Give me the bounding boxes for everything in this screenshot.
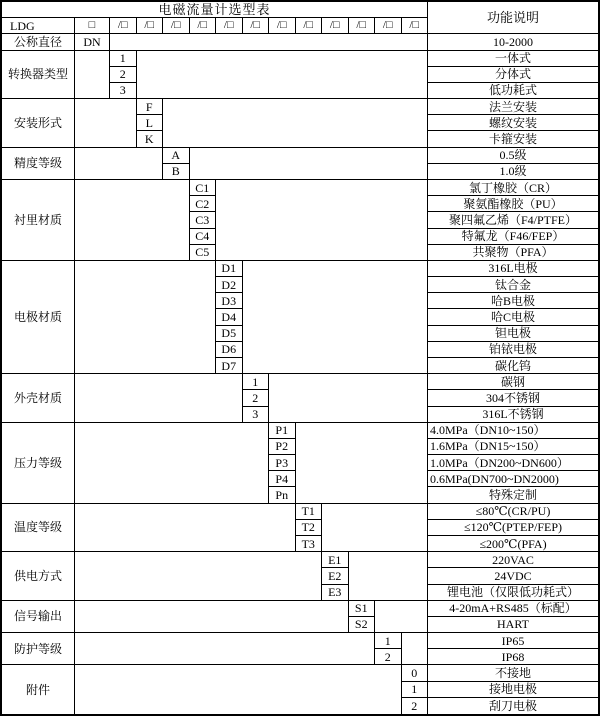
desc-cell-2-1	[428, 164, 598, 180]
desc-cell-4-6	[428, 358, 598, 374]
code-cell-6-4	[269, 487, 296, 503]
section-label-11-text: 附件	[25, 682, 50, 697]
desc-cell-9-0	[428, 601, 598, 617]
code-cell-8-2	[322, 585, 349, 601]
code-cell-6-3	[269, 471, 296, 487]
model-prefix	[2, 18, 75, 34]
code-cell-1-0-text: F	[145, 99, 153, 114]
section-label-0	[2, 51, 75, 100]
model-slot-10	[349, 18, 376, 34]
desc-cell-4-3	[428, 309, 598, 325]
desc-cell-3-1-text: 聚氨酯橡胶（PU）	[463, 196, 563, 211]
section-blank-right-9	[375, 601, 428, 633]
desc-cell-8-2	[428, 585, 598, 601]
section-blank-left-11	[75, 665, 402, 714]
code-cell-0-1	[110, 67, 137, 83]
code-cell-5-1-text: 2	[252, 390, 259, 405]
desc-cell-4-2-text: 哈B电极	[490, 293, 535, 308]
desc-cell-6-0-text: 4.0MPa（DN10~150）	[430, 423, 546, 438]
code-cell-2-0	[163, 148, 190, 164]
desc-cell-11-0	[428, 665, 598, 681]
model-slot-10-text: /□	[356, 19, 367, 32]
desc-cell-6-4-text: 特殊定制	[488, 488, 537, 503]
desc-cell-0-0	[428, 51, 598, 67]
desc-cell-3-3-text: 特氟龙（F46/FEP）	[461, 229, 565, 244]
desc-cell-4-6-text: 碳化钨	[494, 358, 531, 373]
code-cell-2-1-text: B	[171, 164, 180, 179]
desc-cell-10-1-text: IP68	[501, 649, 525, 664]
desc-cell-6-4	[428, 487, 598, 503]
section-blank-left-8	[75, 552, 322, 601]
model-slot-4-text: /□	[197, 19, 208, 32]
code-cell-4-2-text: D3	[221, 293, 237, 308]
code-cell-1-2-text: K	[144, 132, 154, 147]
desc-cell-4-4	[428, 326, 598, 342]
code-cell-4-1	[216, 277, 243, 293]
desc-cell-3-4	[428, 245, 598, 261]
diameter-blank	[110, 34, 428, 50]
section-label-2	[2, 148, 75, 180]
desc-cell-4-0-text: 316L电极	[488, 261, 538, 276]
code-cell-8-0-text: E1	[328, 552, 342, 567]
desc-cell-6-1-text: 1.6MPa（DN15~150）	[430, 439, 546, 454]
section-blank-right-2	[190, 148, 429, 180]
code-cell-11-0	[402, 665, 429, 681]
code-cell-4-4	[216, 326, 243, 342]
desc-cell-3-1	[428, 196, 598, 212]
code-cell-9-1	[349, 617, 376, 633]
code-cell-6-3-text: P4	[275, 471, 289, 486]
desc-cell-10-1	[428, 649, 598, 665]
code-cell-0-2-text: 3	[119, 83, 126, 98]
section-label-2-text: 精度等级	[13, 156, 62, 171]
model-first-box-text: □	[88, 19, 96, 32]
code-cell-3-0-text: C1	[195, 180, 210, 195]
desc-cell-4-1-text: 钛合金	[494, 277, 531, 292]
section-blank-left-3	[75, 180, 190, 261]
section-label-5	[2, 374, 75, 423]
code-cell-3-4-text: C5	[195, 245, 210, 260]
section-label-7-text: 温度等级	[13, 520, 62, 535]
desc-cell-6-2-text: 1.0MPa（DN200~DN600）	[430, 455, 569, 470]
desc-cell-7-2-text: ≤200℃(PFA)	[479, 536, 547, 551]
section-label-10	[2, 633, 75, 665]
desc-cell-2-0	[428, 148, 598, 164]
function-column-header	[428, 2, 598, 34]
desc-cell-11-2	[428, 698, 598, 714]
code-cell-6-0-text: P1	[275, 423, 289, 438]
code-cell-3-0	[190, 180, 217, 196]
section-label-7	[2, 504, 75, 553]
section-blank-left-0	[75, 51, 110, 100]
desc-cell-4-5-text: 铂铱电极	[488, 342, 537, 357]
desc-cell-1-2-text: 卡箍安装	[488, 132, 537, 147]
code-cell-3-2	[190, 212, 217, 228]
function-column-header-text: 功能说明	[486, 10, 539, 26]
desc-cell-1-0-text: 法兰安装	[488, 99, 537, 114]
section-blank-right-6	[296, 423, 429, 504]
desc-cell-11-1	[428, 682, 598, 698]
model-slot-7-text: /□	[276, 19, 287, 32]
code-cell-7-2	[296, 536, 323, 552]
diameter-desc	[428, 34, 598, 50]
model-prefix-text: LDG	[10, 18, 35, 33]
code-cell-3-3-text: C4	[195, 229, 210, 244]
code-cell-4-3	[216, 309, 243, 325]
model-slot-6	[243, 18, 270, 34]
code-cell-0-0	[110, 51, 137, 67]
model-first-box	[75, 18, 110, 34]
diameter-label-text: 公称直径	[13, 34, 62, 49]
model-slot-12	[402, 18, 429, 34]
diameter-label	[2, 34, 75, 50]
model-slot-12-text: /□	[409, 19, 420, 32]
section-label-9-text: 信号输出	[13, 609, 62, 624]
section-label-3	[2, 180, 75, 261]
model-slot-7	[269, 18, 296, 34]
desc-cell-5-1	[428, 390, 598, 406]
desc-cell-5-0-text: 碳钢	[500, 374, 525, 389]
section-blank-left-2	[75, 148, 163, 180]
model-slot-2	[137, 18, 164, 34]
model-slot-1-text: /□	[117, 19, 128, 32]
model-slot-5	[216, 18, 243, 34]
code-cell-4-1-text: D2	[221, 277, 237, 292]
desc-cell-9-0-text: 4-20mA+RS485（标配）	[449, 601, 577, 616]
section-label-6	[2, 423, 75, 504]
code-cell-2-1	[163, 164, 190, 180]
section-label-8	[2, 552, 75, 601]
code-cell-4-2	[216, 293, 243, 309]
code-cell-2-0-text: A	[171, 148, 181, 163]
section-blank-right-10	[402, 633, 429, 665]
code-cell-3-2-text: C3	[195, 212, 210, 227]
section-blank-left-7	[75, 504, 296, 553]
section-blank-right-8	[349, 552, 429, 601]
desc-cell-8-1-text: 24VDC	[494, 568, 532, 583]
code-cell-11-0-text: 0	[411, 666, 418, 681]
desc-cell-0-0-text: 一体式	[494, 51, 531, 66]
code-cell-10-0-text: 1	[384, 633, 391, 648]
code-cell-9-0-text: S1	[354, 601, 368, 616]
desc-cell-5-2	[428, 407, 598, 423]
code-cell-6-1	[269, 439, 296, 455]
desc-cell-3-2	[428, 212, 598, 228]
section-blank-right-3	[216, 180, 428, 261]
section-label-4-text: 电极材质	[13, 310, 62, 325]
model-slot-6-text: /□	[250, 19, 261, 32]
section-blank-right-7	[322, 504, 428, 553]
desc-cell-7-0	[428, 504, 598, 520]
desc-cell-6-3	[428, 471, 598, 487]
desc-cell-9-1-text: HART	[497, 617, 529, 632]
desc-cell-0-2-text: 低功耗式	[488, 83, 537, 98]
section-label-6-text: 压力等级	[13, 455, 62, 470]
desc-cell-8-0-text: 220VAC	[492, 552, 534, 567]
desc-cell-2-0-text: 0.5级	[499, 148, 527, 163]
desc-cell-4-2	[428, 293, 598, 309]
table-title-text: 电磁流量计选型表	[158, 2, 271, 18]
model-slot-8	[296, 18, 323, 34]
desc-cell-8-0	[428, 552, 598, 568]
desc-cell-6-0	[428, 423, 598, 439]
desc-cell-10-0	[428, 633, 598, 649]
code-cell-9-0	[349, 601, 376, 617]
code-cell-3-4	[190, 245, 217, 261]
desc-cell-8-2-text: 锂电池（仅限低功耗式）	[446, 585, 579, 600]
desc-cell-0-1	[428, 67, 598, 83]
desc-cell-7-0-text: ≤80℃(CR/PU)	[475, 504, 551, 519]
code-cell-11-2-text: 2	[411, 698, 418, 713]
code-cell-6-1-text: P2	[275, 439, 289, 454]
section-blank-left-10	[75, 633, 375, 665]
code-cell-11-1	[402, 682, 429, 698]
desc-cell-0-2	[428, 83, 598, 99]
section-label-8-text: 供电方式	[13, 568, 62, 583]
model-slot-9-text: /□	[329, 19, 340, 32]
desc-cell-1-1	[428, 115, 598, 131]
desc-cell-3-0-text: 氯丁橡胶（CR）	[468, 180, 557, 195]
code-cell-11-1-text: 1	[411, 682, 418, 697]
section-blank-left-5	[75, 374, 243, 423]
code-cell-0-0-text: 1	[119, 51, 126, 66]
code-cell-10-0	[375, 633, 402, 649]
desc-cell-2-1-text: 1.0级	[499, 164, 527, 179]
model-slot-1	[110, 18, 137, 34]
desc-cell-4-4-text: 钽电极	[494, 326, 531, 341]
desc-cell-6-1	[428, 439, 598, 455]
code-cell-3-1-text: C2	[195, 196, 210, 211]
desc-cell-5-2-text: 316L不锈钢	[482, 407, 544, 422]
code-cell-11-2	[402, 698, 429, 714]
model-slot-11-text: /□	[382, 19, 393, 32]
code-cell-8-2-text: E3	[328, 585, 342, 600]
table-title	[2, 2, 428, 18]
code-cell-7-1-text: T2	[301, 520, 315, 535]
model-slot-11	[375, 18, 402, 34]
code-cell-7-1	[296, 520, 323, 536]
code-cell-8-1	[322, 568, 349, 584]
desc-cell-7-1-text: ≤120℃(PTEP/FEP)	[463, 520, 563, 535]
desc-cell-6-2	[428, 455, 598, 471]
section-blank-right-4	[243, 261, 429, 374]
desc-cell-5-1-text: 304不锈钢	[485, 390, 540, 405]
code-cell-6-0	[269, 423, 296, 439]
code-cell-5-1	[243, 390, 270, 406]
code-cell-5-2	[243, 407, 270, 423]
desc-cell-1-2	[428, 131, 598, 147]
desc-cell-8-1	[428, 568, 598, 584]
desc-cell-4-5	[428, 342, 598, 358]
desc-cell-4-1	[428, 277, 598, 293]
section-blank-left-1	[75, 99, 137, 148]
code-cell-4-0-text: D1	[221, 261, 237, 276]
section-label-1	[2, 99, 75, 148]
section-blank-left-4	[75, 261, 216, 374]
code-cell-7-2-text: T3	[301, 536, 315, 551]
code-cell-7-0-text: T1	[301, 504, 315, 519]
section-blank-left-6	[75, 423, 269, 504]
code-cell-3-3	[190, 229, 217, 245]
model-slot-5-text: /□	[223, 19, 234, 32]
code-cell-4-0	[216, 261, 243, 277]
model-slot-8-text: /□	[303, 19, 314, 32]
code-cell-10-1-text: 2	[384, 649, 391, 664]
desc-cell-7-2	[428, 536, 598, 552]
desc-cell-6-3-text: 0.6MPa(DN700~DN2000)	[430, 471, 559, 486]
code-cell-4-5-text: D6	[221, 342, 237, 357]
desc-cell-3-3	[428, 229, 598, 245]
model-slot-3	[163, 18, 190, 34]
code-cell-4-5	[216, 342, 243, 358]
code-cell-6-2-text: P3	[275, 455, 289, 470]
desc-cell-9-1	[428, 617, 598, 633]
code-cell-4-4-text: D5	[221, 326, 237, 341]
section-label-9	[2, 601, 75, 633]
code-cell-8-1-text: E2	[328, 568, 342, 583]
diameter-desc-text: 10-2000	[493, 34, 533, 49]
desc-cell-3-0	[428, 180, 598, 196]
desc-cell-3-2-text: 聚四氟乙烯（F4/PTFE）	[448, 212, 578, 227]
section-label-3-text: 衬里材质	[13, 212, 62, 227]
code-cell-1-0	[137, 99, 164, 115]
diameter-code-text: DN	[83, 34, 101, 49]
diameter-code	[75, 34, 110, 50]
code-cell-6-4-text: Pn	[275, 488, 289, 503]
code-cell-1-2	[137, 131, 164, 147]
desc-cell-11-0-text: 不接地	[494, 666, 531, 681]
code-cell-7-0	[296, 504, 323, 520]
desc-cell-3-4-text: 共聚物（PFA）	[472, 245, 554, 260]
code-cell-0-2	[110, 83, 137, 99]
section-label-1-text: 安装形式	[13, 115, 62, 130]
code-cell-8-0	[322, 552, 349, 568]
model-slot-3-text: /□	[170, 19, 181, 32]
code-cell-6-2	[269, 455, 296, 471]
section-label-11	[2, 665, 75, 714]
code-cell-0-1-text: 2	[119, 67, 126, 82]
desc-cell-4-3-text: 哈C电极	[490, 310, 535, 325]
code-cell-10-1	[375, 649, 402, 665]
section-blank-right-1	[163, 99, 428, 148]
section-blank-right-5	[269, 374, 428, 423]
code-cell-4-6-text: D7	[221, 358, 237, 373]
desc-cell-1-0	[428, 99, 598, 115]
desc-cell-5-0	[428, 374, 598, 390]
code-cell-1-1-text: L	[145, 115, 153, 130]
desc-cell-7-1	[428, 520, 598, 536]
code-cell-5-0-text: 1	[252, 374, 259, 389]
section-label-10-text: 防护等级	[13, 641, 62, 656]
desc-cell-0-1-text: 分体式	[494, 67, 531, 82]
code-cell-4-6	[216, 358, 243, 374]
desc-cell-4-0	[428, 261, 598, 277]
desc-cell-10-0-text: IP65	[501, 633, 525, 648]
model-slot-4	[190, 18, 217, 34]
code-cell-5-0	[243, 374, 270, 390]
desc-cell-11-2-text: 刮刀电极	[488, 698, 537, 713]
code-cell-3-1	[190, 196, 217, 212]
code-cell-9-1-text: S2	[354, 617, 368, 632]
desc-cell-1-1-text: 螺纹安装	[488, 115, 537, 130]
code-cell-5-2-text: 3	[252, 407, 259, 422]
model-slot-9	[322, 18, 349, 34]
section-label-0-text: 转换器类型	[7, 67, 68, 82]
desc-cell-11-1-text: 接地电极	[488, 682, 537, 697]
code-cell-4-3-text: D4	[221, 310, 237, 325]
model-slot-2-text: /□	[144, 19, 155, 32]
section-label-5-text: 外壳材质	[13, 390, 62, 405]
section-blank-right-0	[137, 51, 429, 100]
section-label-4	[2, 261, 75, 374]
section-blank-left-9	[75, 601, 349, 633]
code-cell-1-1	[137, 115, 164, 131]
